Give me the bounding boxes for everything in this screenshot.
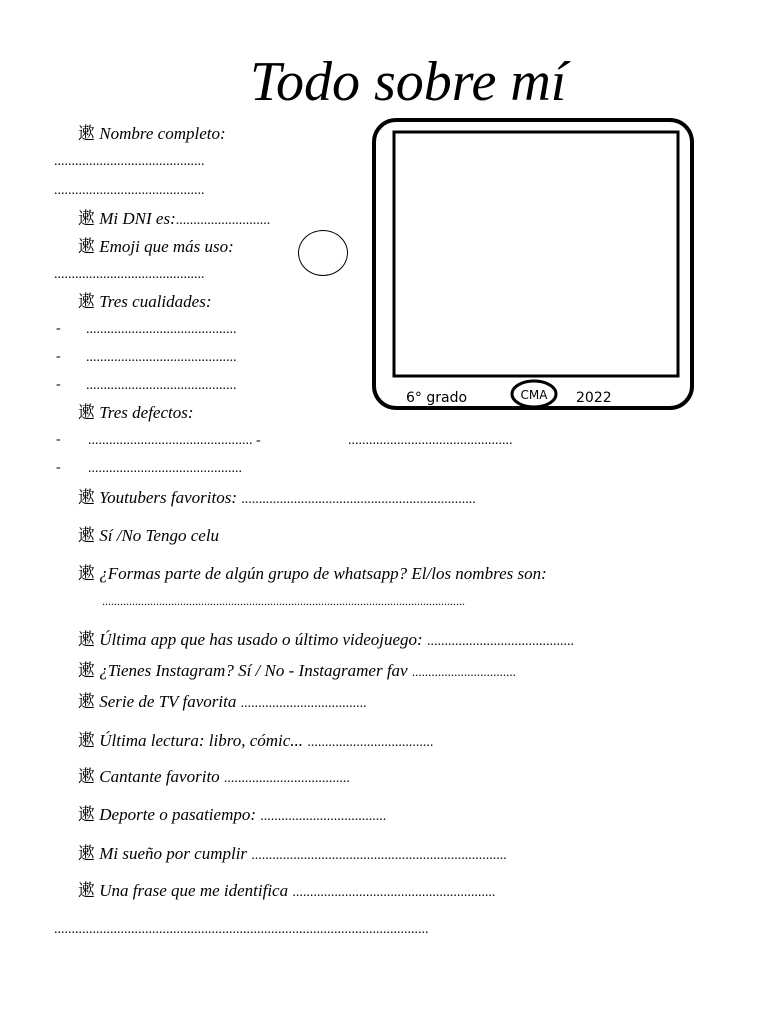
whatsapp-line[interactable]: ......................................................................................................................... [102, 594, 465, 608]
page-title: Todo sobre mí [250, 51, 567, 113]
cualidad-line-2[interactable]: ........................................... [86, 350, 237, 365]
photo-area[interactable] [394, 132, 678, 376]
dni-line[interactable]: ........................... [175, 213, 271, 228]
bullet-icon: 遬 [78, 661, 95, 680]
nombre-line-2[interactable]: ........................................... [54, 183, 205, 198]
bullet-icon: 遬 [78, 692, 95, 711]
item-cualidades [78, 293, 211, 310]
item-sueno [78, 845, 507, 863]
deporte-line[interactable]: .................................... [260, 809, 387, 824]
item-deporte [78, 806, 386, 824]
bullet-icon: 遬 [78, 844, 95, 863]
bullet-icon: 遬 [78, 881, 95, 900]
item-cantante-label: Cantante favorito [99, 767, 220, 786]
bullet-icon: 遬 [78, 403, 95, 422]
item-cantante [78, 768, 350, 786]
item-app-label: Última app que has usado o último videojuego: [99, 630, 423, 649]
defecto-line-3[interactable]: ............................................ [88, 461, 242, 476]
bullet-icon: 遬 [78, 767, 95, 786]
item-lectura [78, 732, 433, 750]
bullet-icon: 遬 [78, 488, 95, 507]
tablet-grade: 6° grado [406, 390, 468, 406]
tablet-frame [372, 118, 694, 410]
item-instagram-label: ¿Tienes Instagram? Sí / No - Instagramer fav [99, 661, 408, 680]
cualidad-line-3[interactable]: ........................................... [86, 378, 237, 393]
item-defectos [78, 404, 194, 421]
item-defectos-label: Tres defectos: [99, 403, 194, 422]
item-youtubers [78, 489, 476, 507]
dash: - [56, 432, 61, 447]
app-line[interactable]: .......................................... [426, 634, 574, 649]
defecto-line-1[interactable]: ............................................... - [88, 433, 261, 448]
item-frase [78, 882, 495, 900]
dash: - [56, 349, 61, 364]
bullet-icon: 遬 [78, 564, 95, 583]
item-dni-label: Mi DNI es: [99, 209, 176, 228]
item-emoji-label: Emoji que más uso: [99, 237, 234, 256]
emoji-circle[interactable] [298, 230, 348, 276]
bullet-icon: 遬 [78, 209, 95, 228]
item-lectura-label: Última lectura: libro, cómic... [99, 731, 304, 750]
dash: - [56, 377, 61, 392]
tablet-year: 2022 [576, 390, 612, 406]
tablet-school: CMA [520, 388, 548, 402]
item-nombre [78, 125, 226, 142]
lectura-line[interactable]: .................................... [307, 735, 434, 750]
frase-line[interactable]: .......................................................... [292, 885, 496, 900]
item-frase-label: Una frase que me identifica [99, 881, 289, 900]
bullet-icon: 遬 [78, 526, 95, 545]
item-instagram [78, 662, 516, 679]
bullet-icon: 遬 [78, 731, 95, 750]
sueno-line[interactable]: ......................................................................... [251, 848, 507, 863]
item-sueno-label: Mi sueño por cumplir [99, 844, 248, 863]
dash: - [56, 321, 61, 336]
emoji-line[interactable]: ........................................... [54, 267, 205, 282]
bullet-icon: 遬 [78, 630, 95, 649]
item-serie [78, 693, 367, 711]
item-dni [78, 210, 270, 228]
item-emoji [78, 238, 234, 255]
nombre-line-1[interactable]: ........................................... [54, 154, 205, 169]
item-deporte-label: Deporte o pasatiempo: [99, 805, 257, 824]
bullet-icon: 遬 [78, 124, 95, 143]
bullet-icon: 遬 [78, 237, 95, 256]
youtubers-line[interactable]: ................................................................... [241, 492, 476, 507]
item-serie-label: Serie de TV favorita [99, 692, 237, 711]
serie-line[interactable]: .................................... [240, 696, 367, 711]
defecto-line-2[interactable]: ............................................... [348, 433, 513, 448]
item-nombre-label: Nombre completo: [99, 124, 226, 143]
item-celu [78, 527, 219, 544]
item-app [78, 631, 574, 649]
item-whatsapp [78, 565, 547, 582]
item-youtubers-label: Youtubers favoritos: [99, 488, 238, 507]
item-whatsapp-label: ¿Formas parte de algún grupo de whatsapp? El/los nombres son: [99, 564, 547, 583]
instagram-line[interactable]: ................................ [411, 664, 516, 679]
item-celu-label: Sí /No Tengo celu [99, 526, 220, 545]
item-cualidades-label: Tres cualidades: [99, 292, 212, 311]
frase-line-2[interactable]: ........................................................................................................... [54, 922, 429, 937]
cualidad-line-1[interactable]: ........................................... [86, 322, 237, 337]
dash: - [56, 460, 61, 475]
bullet-icon: 遬 [78, 292, 95, 311]
bullet-icon: 遬 [78, 805, 95, 824]
cantante-line[interactable]: .................................... [223, 771, 350, 786]
